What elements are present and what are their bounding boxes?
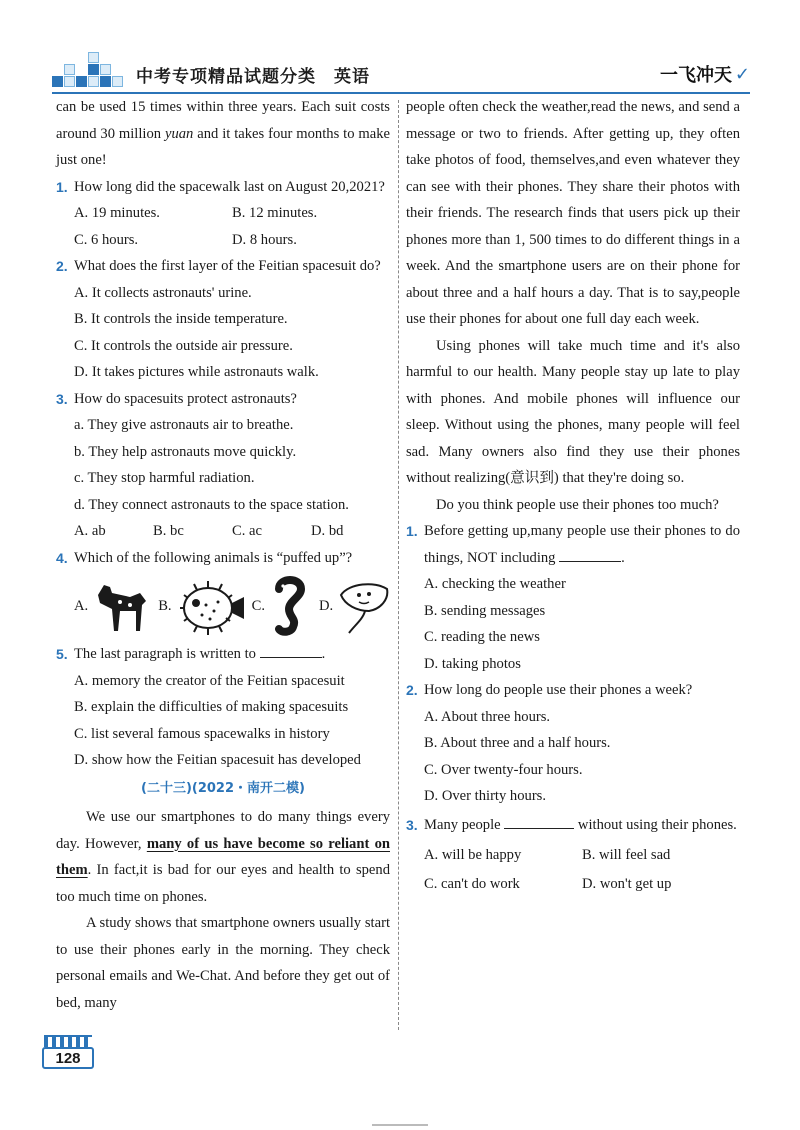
option-a[interactable]: A. memory the creator of the Feitian spacesuit [74,672,345,689]
animal-options [56,571,390,641]
option-a[interactable]: A. About three hours. [424,708,551,725]
question-text-start: Many people [424,816,501,833]
brand-check-icon: ✓ [734,64,750,85]
passage-paragraph-3: Using phones will take much time and it's also harmful to our health. Many people stay up late to play with phones. And mobile phones will influence our sleep. Without using the phones, many people will feel sad. Many owners also find they use their phones without realizing(意识到) that they're doing so. [406,337,740,486]
question-number: 1. [56,178,68,195]
intro-text: can be used 15 times within three years. Each suit costs around 30 million [56,99,390,142]
option-a[interactable]: A. ab [74,523,106,539]
option-b[interactable] [158,575,245,637]
question-number: 3. [406,816,418,833]
question-number: 1. [406,523,418,539]
option-b[interactable]: B. It controls the inside temperature. [74,311,288,327]
section-title: (二十三)(2022・南开二模) [141,780,305,796]
options-row [406,842,740,869]
option-a[interactable]: A. It collects astronauts' urine. [74,284,252,301]
question-text: How do spacesuits protect astronauts? [74,390,297,407]
question-number: 4. [56,549,68,566]
option-a[interactable]: A. will be happy [424,847,522,863]
option-b[interactable]: B. About three and a half hours. [424,735,611,751]
header-logo-grid [52,52,124,90]
option-c[interactable]: C. can't do work [424,875,520,892]
option-d[interactable] [319,575,393,637]
question-text: How long do people use their phones a week? [424,682,693,698]
option-label: B. [158,597,172,614]
options-row [56,200,390,227]
question-3 [56,386,390,413]
option-c[interactable]: C. Over twenty-four hours. [424,761,583,778]
question-number: 2. [56,258,68,274]
passage-paragraph-4: Do you think people use their phones too much? [436,496,719,513]
question-text-end: . [621,549,625,566]
question-text: Which of the following animals is “puffed up”? [74,549,353,566]
question-1 [56,174,390,201]
question-number: 5. [56,646,68,662]
passage-paragraph-2-cont: people often check the weather,read the news, and send a message or two to friends. After getting up, they often take photos of food, themselves,and even whatever they can see with their phones. They share their photos with their friends. The research finds that users pick up their phones more than 1, 500 times to do different things in a week. And the smartphone users are on their phone for about three and a half hours a day. That is to say,people use their phones for about one full day each week. [406,99,740,327]
statement-d: d. They connect astronauts to the space station. [74,496,349,513]
option-label: D. [318,597,334,614]
option-label: C. [251,597,265,614]
option-b[interactable]: B. sending messages [424,602,546,619]
option-c[interactable]: C. list several famous spacewalks in history [74,725,330,742]
option-d[interactable]: D. Over thirty hours. [424,788,547,804]
para1-end: . In fact,it is bad for our eyes and health to spend too much time on phones. [56,862,390,905]
answer-blank[interactable] [559,546,621,562]
question-text: without using their phones. [577,816,737,833]
page-number-decoration [44,1035,92,1047]
option-d[interactable]: D. It takes pictures while astronauts walk. [74,364,319,380]
question-text: The last paragraph is written to [74,646,256,662]
option-a[interactable]: A. checking the weather [424,576,566,592]
option-d[interactable]: D. won't get up [582,875,672,892]
option-c[interactable]: C. It controls the outside air pressure. [74,337,293,354]
answer-blank[interactable] [260,642,322,658]
question-number: 3. [56,390,68,407]
option-a[interactable] [74,575,152,637]
stingray-icon [335,575,393,637]
intro-end: and it takes four months to make just one! [56,125,390,168]
option-d[interactable]: D. show how the Feitian spacesuit has developed [74,752,361,768]
option-b[interactable]: B. 12 minutes. [232,205,318,221]
right-column [406,94,740,897]
question-text: What does the first layer of the Feitian spacesuit do? [74,258,381,274]
option-a[interactable]: A. 19 minutes. [74,205,160,221]
option-d[interactable]: D. bd [311,523,344,539]
statement-b: b. They help astronauts move quickly. [74,443,297,460]
option-label: A. [74,597,89,614]
answer-blank[interactable] [504,813,574,829]
options-row [56,518,390,545]
statement-a: a. They give astronauts air to breathe. [74,417,294,433]
option-b[interactable]: B. bc [153,523,184,539]
option-d[interactable]: D. 8 hours. [232,231,297,248]
page-number-badge [42,1035,94,1071]
statement-c: c. They stop harmful radiation. [74,470,255,486]
question-text-end: . [321,646,326,662]
option-c[interactable]: C. 6 hours. [74,231,139,248]
option-c[interactable]: C. ac [232,523,262,539]
option-b[interactable]: B. explain the difficulties of making spacesuits [74,699,349,715]
question-text: How long did the spacewalk last on August 20,2021? [74,178,385,195]
pufferfish-icon [174,575,246,637]
question-2 [406,677,740,704]
snake-icon [267,575,313,637]
question-2 [56,253,390,280]
options-row [56,227,390,254]
header-title: 中考专项精品试题分类 英语 [136,67,370,87]
dog-icon [90,575,152,637]
page-header [40,50,760,94]
option-c[interactable] [252,575,313,637]
column-divider [398,100,399,1030]
intro-yuan: yuan [164,125,194,142]
question-5 [56,641,390,668]
option-b[interactable]: B. will feel sad [582,847,671,863]
question-1 [406,518,740,571]
left-column [56,94,390,1016]
para1-text: We use our smartphones to do many things every day. However, [56,809,390,852]
question-text: Before getting up,many people use their phones to do things, NOT including [424,523,740,566]
header-brand: 一飞冲天 [660,65,732,86]
underlined-phrase: many of us have become so reliant on them [56,835,390,878]
question-3 [406,812,740,839]
bottom-rule [372,1124,428,1126]
passage-intro [56,94,390,174]
question-4 [56,545,390,572]
page-number: 128 [42,1047,94,1069]
question-number: 2. [406,682,418,698]
passage-paragraph-1 [56,804,390,910]
options-row [406,871,740,898]
passage-paragraph-2: A study shows that smartphone owners usually start to use their phones early in the morning. They check personal emails and We-Chat. And before they get out of bed, many [56,915,390,1011]
option-d[interactable]: D. taking photos [424,655,521,672]
option-c[interactable]: C. reading the news [424,629,540,645]
